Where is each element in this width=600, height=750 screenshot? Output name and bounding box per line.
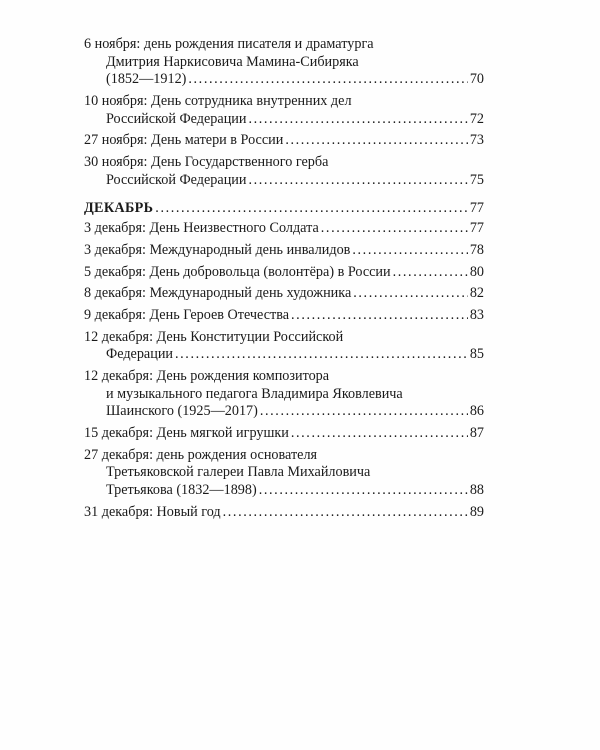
entry-line: Шаинского (1925—2017) [106,403,258,420]
entry-line: 5 декабря: День добровольца (волонтёра) в России [84,263,391,280]
section-line [84,200,484,218]
entry-line: 27 декабря: день рождения основателя [84,446,318,463]
page-number: 78 [469,241,484,258]
entry-last-line [84,346,484,364]
page-number: 89 [469,503,484,520]
entry-last-line [84,242,484,260]
entry-line: 8 декабря: Международный день художника [84,285,352,302]
toc-entry[interactable] [84,504,484,522]
entry-line: 12 декабря: День рождения композитора [84,368,330,384]
dot-leader [353,285,468,303]
page-number: 82 [469,285,484,302]
section-title: ДЕКАБРЬ [84,199,154,216]
page-number: 87 [469,425,484,442]
dot-leader [155,200,468,218]
toc-entry[interactable] [84,242,484,260]
toc-entry[interactable] [84,220,484,238]
entry-line: 10 ноября: День сотрудника внутренних дел [84,93,352,110]
page-number: 85 [469,346,484,363]
section-heading-december[interactable] [84,200,484,218]
entry-last-line [84,132,484,150]
page-number: 77 [469,199,484,216]
dot-leader [291,307,468,325]
entry-line: 6 ноября: день рождения писателя и драматурга [84,36,374,52]
toc-entry[interactable] [84,154,484,189]
entry-line: Третьякова (1832—1898) [106,482,257,499]
entry-line: 9 декабря: День Героев Отечества [84,306,290,323]
entry-line: 12 декабря: День Конституции Российской [84,328,344,345]
page-number: 80 [469,263,484,280]
entry-last-line [84,307,484,325]
dot-leader [248,111,467,129]
page-number: 77 [469,220,484,237]
dot-leader [259,482,468,500]
dot-leader [260,403,468,421]
page-number: 73 [469,132,484,149]
dot-leader [393,264,468,282]
entry-line: Федерации [106,346,174,363]
page-number: 70 [469,71,484,88]
entry-last-line [84,504,484,522]
page-number: 86 [469,403,484,420]
entry-last-line [84,264,484,282]
toc-entry[interactable] [84,447,484,500]
entry-line: (1852—1912) [106,71,187,88]
entry-last-line [84,403,484,421]
entry-line: 27 ноября: День матери в России [84,132,284,149]
page-number: 88 [469,482,484,499]
entry-line: Дмитрия Наркисовича Мамина-Сибиряка [106,53,359,70]
entry-line: 31 декабря: Новый год [84,503,221,520]
entry-line: 30 ноября: День Государственного герба [84,154,329,171]
entry-line: 3 декабря: День Неизвестного Солдата [84,220,319,237]
table-of-contents [84,36,484,526]
dot-leader [248,172,467,190]
entry-line: Третьяковской галереи Павла Михайловича [106,464,371,481]
dot-leader [285,132,468,150]
toc-entry[interactable] [84,329,484,364]
entry-line: 3 декабря: Международный день инвалидов [84,241,351,258]
toc-entry[interactable] [84,425,484,443]
page-number: 72 [469,110,484,127]
entry-last-line [84,220,484,238]
dot-leader [352,242,467,260]
entry-line: и музыкального педагога Владимира Яковлевича [106,385,403,402]
dot-leader [321,220,468,238]
page-number: 75 [469,171,484,188]
entry-last-line [84,71,484,89]
dot-leader [188,71,467,89]
toc-entry[interactable] [84,264,484,282]
entry-last-line [84,482,484,500]
toc-entry[interactable] [84,36,484,89]
entry-last-line [84,111,484,129]
entry-line: Российской Федерации [106,110,247,127]
toc-entry[interactable] [84,285,484,303]
toc-entry[interactable] [84,368,484,421]
toc-entry[interactable] [84,132,484,150]
entry-last-line [84,172,484,190]
toc-entry[interactable] [84,93,484,128]
dot-leader [223,504,468,522]
page-number: 83 [469,306,484,323]
entry-line: Российской Федерации [106,171,247,188]
dot-leader [175,346,468,364]
entry-line: 15 декабря: День мягкой игрушки [84,425,289,442]
toc-entry[interactable] [84,307,484,325]
entry-last-line [84,285,484,303]
dot-leader [291,425,468,443]
entry-last-line [84,425,484,443]
